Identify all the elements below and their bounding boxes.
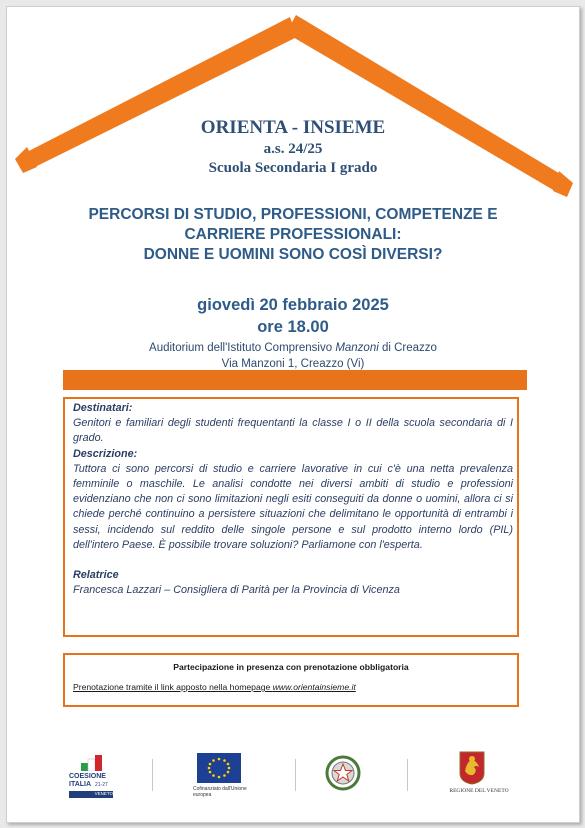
- flyer-page: [6, 6, 580, 823]
- veneto-lion-icon: [459, 751, 485, 785]
- booking-link-prefix: Prenotazione tramite il link apposto nella homepage: [73, 682, 273, 692]
- orange-divider-bar: [63, 370, 527, 390]
- coesione-italia-logo: [69, 755, 119, 803]
- event-name: ORIENTA - INSIEME: [200, 117, 386, 138]
- event-time: ore 18.00: [257, 318, 329, 336]
- italian-republic-emblem: [325, 753, 361, 793]
- description-text: Tuttora ci sono percorsi di studio e carriere lavorative in cui c'è una netta prevalenza femminile o maschile. Le analisi condotte nei diversi ambiti di studio e professioni evidenziano che non ci sono limitazioni negli esiti conseguiti da donne o uomini, allora ci si chiede perché continuino a persistere situazioni che delimitano le opportunità di entrambi i sessi, incidendo sul reddito delle singole persone e sul prodotto interno lordo (PIL) dell'intero Paese. È possibile trovare soluzioni? Parliamone con l'esperta.: [73, 462, 513, 551]
- roof-brush-graphic: [7, 7, 579, 207]
- coesione-line-1: COESIONE: [69, 773, 106, 780]
- coesione-line-2: ITALIA: [69, 781, 92, 788]
- venue-block: [7, 340, 579, 372]
- headline-line-3: DONNE E UOMINI SONO COSÌ DIVERSI?: [143, 246, 443, 263]
- audience-label: Destinatari:: [73, 402, 133, 414]
- headline-line-1: PERCORSI DI STUDIO, PROFESSIONI, COMPETENZE E: [88, 206, 498, 223]
- headline: [7, 205, 579, 265]
- booking-link-line[interactable]: [73, 682, 356, 692]
- description-label: Descrizione:: [73, 447, 138, 460]
- logo-separator: [295, 759, 296, 791]
- venue-suffix: di Creazzo: [378, 342, 437, 354]
- booking-link-url[interactable]: www.orientainsieme.it: [272, 682, 356, 692]
- sponsor-logos: [7, 747, 579, 807]
- headline-line-2: CARRIERE PROFESSIONALI:: [184, 226, 402, 243]
- speaker-label: Relatrice: [73, 569, 119, 582]
- venue-line: [7, 340, 579, 356]
- coesione-region: VENETO: [69, 791, 113, 798]
- eu-logo: [193, 753, 263, 805]
- eu-caption: Cofinanziato dall'Unione europea: [193, 786, 247, 798]
- booking-box: [63, 653, 519, 707]
- booking-notice: Partecipazione in presenza con prenotazione obbligatoria: [173, 662, 409, 672]
- audience-text: Genitori e familiari degli studenti frequentanti la classe I o II della scuola secondaria di I grado.: [73, 417, 513, 445]
- eu-flag-icon: [197, 753, 241, 783]
- coesione-years: 21-27: [95, 782, 108, 788]
- details-box: [63, 397, 519, 637]
- veneto-caption: REGIONE DEL VENETO: [449, 788, 509, 794]
- venue-name: Manzoni: [335, 342, 379, 354]
- school-year: a.s. 24/25: [263, 141, 323, 157]
- school-level: Scuola Secondaria I grado: [208, 160, 378, 176]
- veneto-logo: [447, 751, 517, 805]
- event-date: giovedì 20 febbraio 2025: [197, 296, 389, 314]
- venue-prefix: Auditorium dell'Istituto Comprensivo: [149, 342, 336, 354]
- logo-separator: [407, 759, 408, 791]
- speaker-text: Francesca Lazzari – Consigliera di Parità per la Provincia di Vicenza: [73, 584, 400, 597]
- venue-address: Via Manzoni 1, Creazzo (Vi): [221, 358, 365, 370]
- logo-separator: [152, 759, 153, 791]
